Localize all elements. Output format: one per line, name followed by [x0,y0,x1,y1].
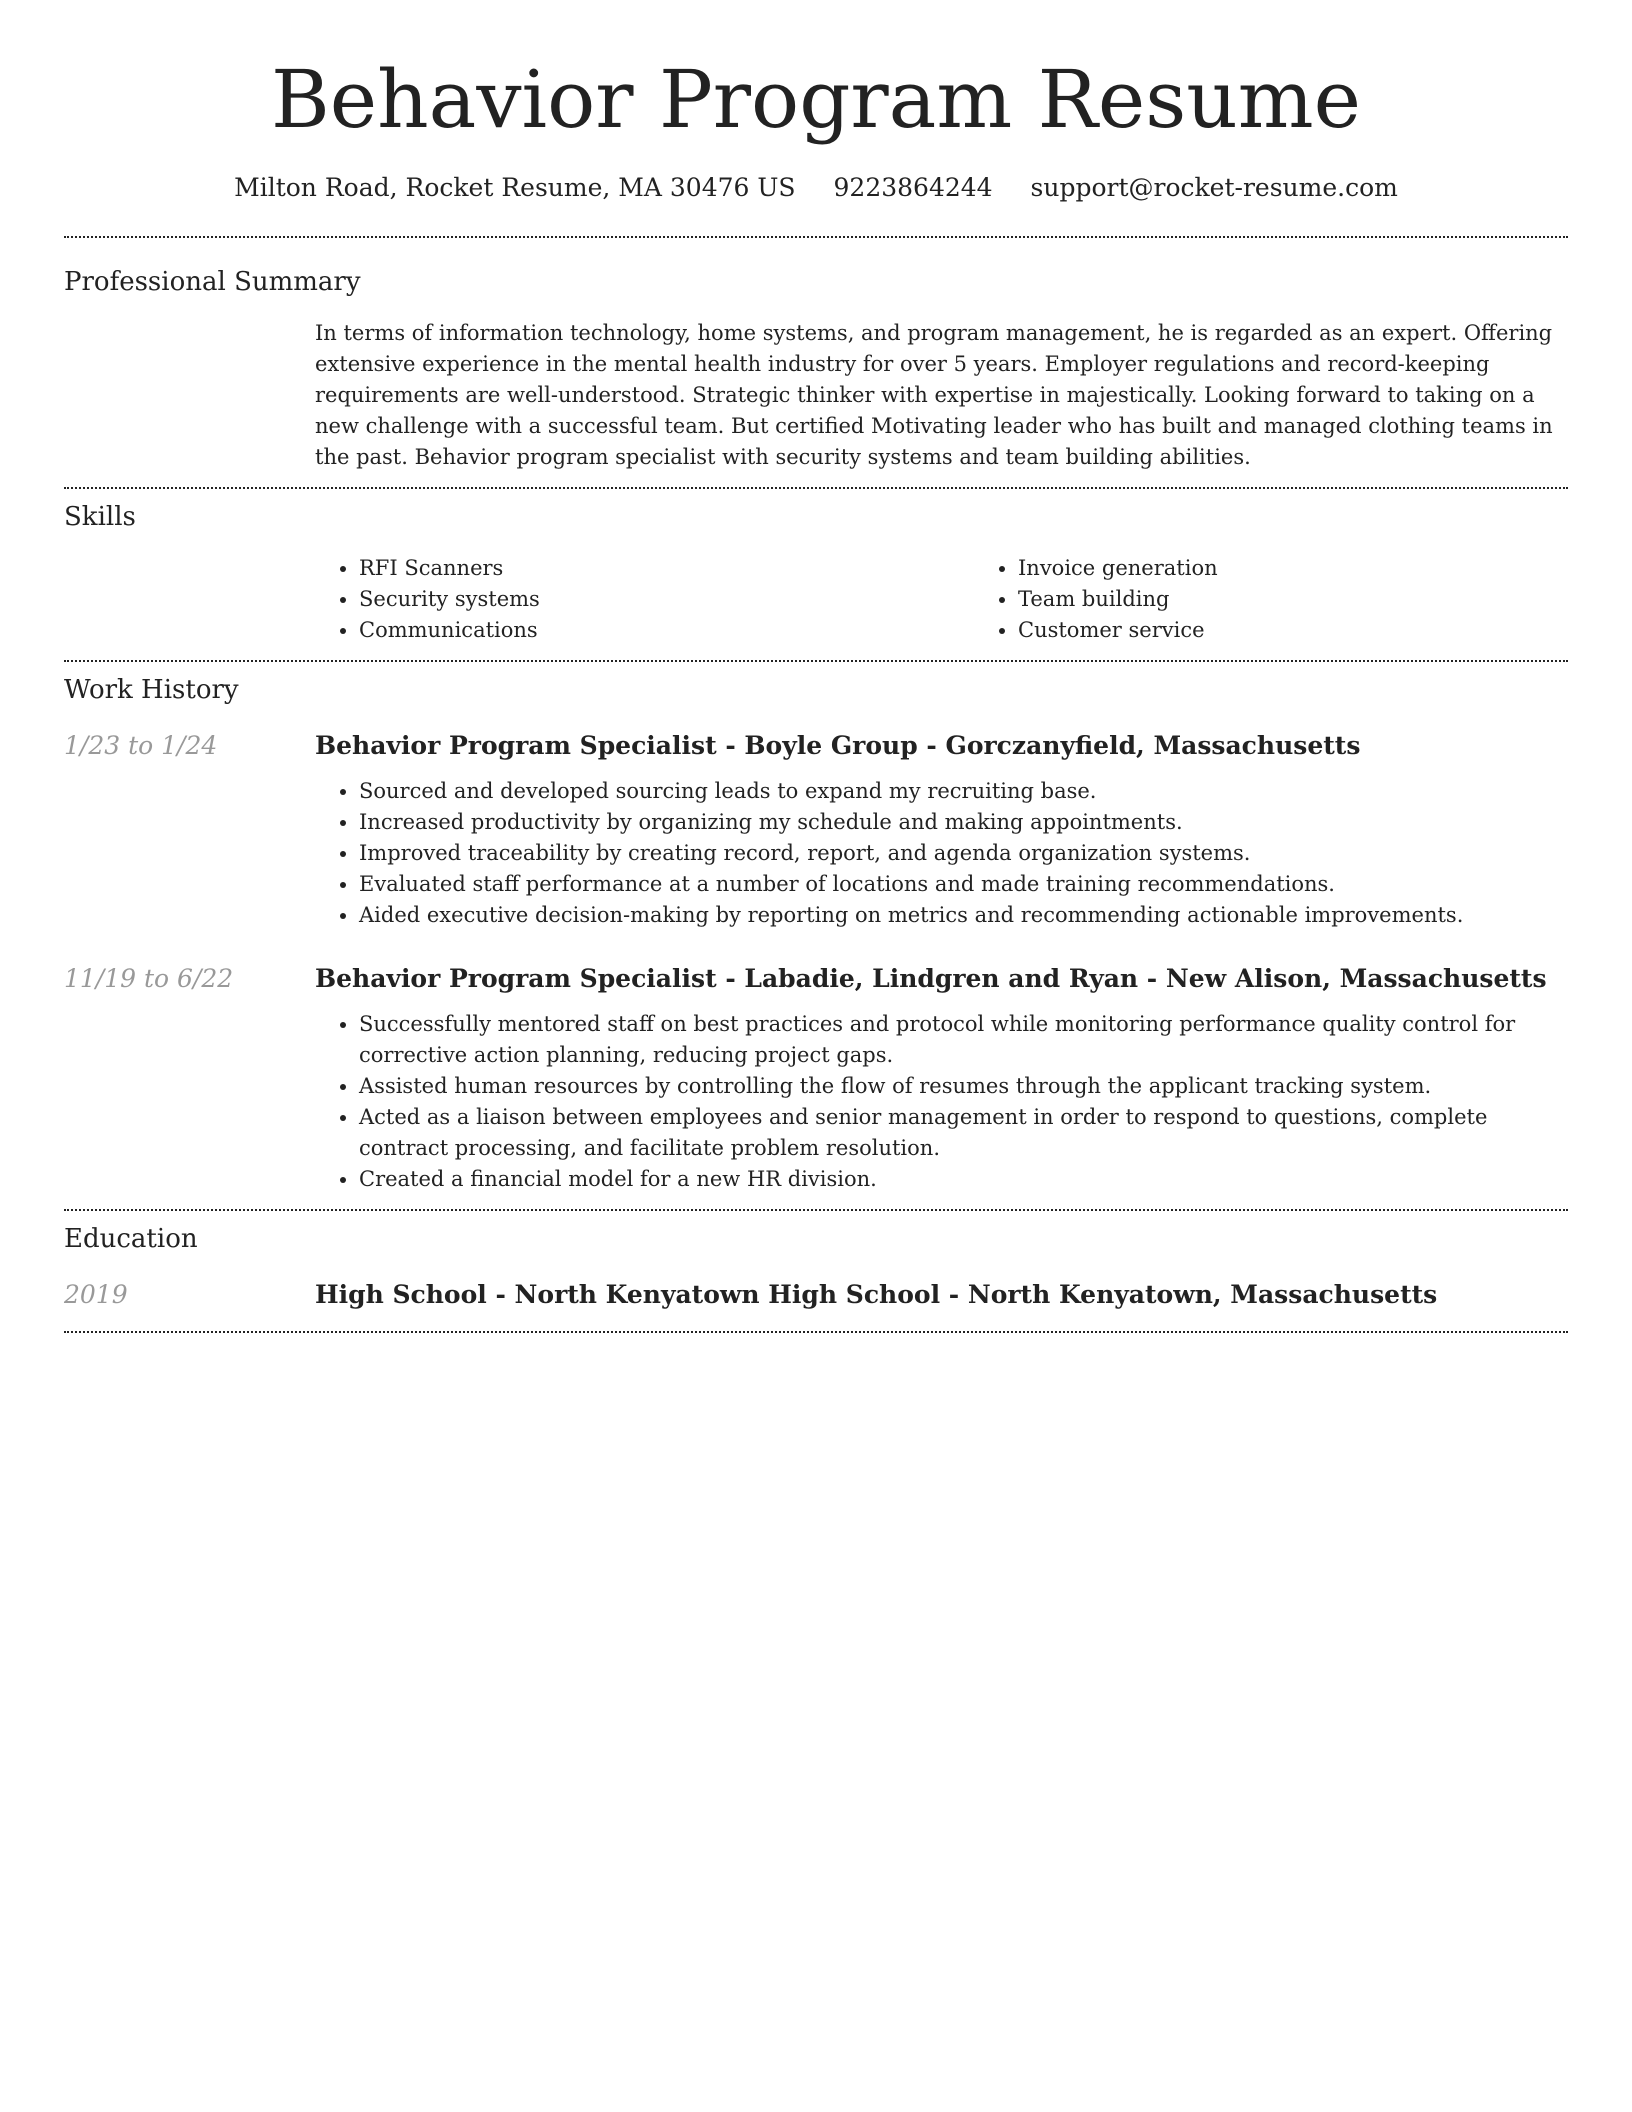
job-bullet: • Successfully mentored staff on best practices and protocol while monitoring performance quality control for corrective action planning, reducing project gaps. [359,1009,1568,1071]
education-title: Education [64,1224,198,1254]
education-heading: High School - North Kenyatown High School - North Kenyatown, Massachusetts [315,1280,1438,1309]
education-entry [64,1277,1568,1313]
skills-column-1 [315,553,974,646]
job-bullets [315,776,1568,931]
skill-item: • Team building [1018,584,1568,615]
summary-section [64,238,1568,487]
job-bullet: • Improved traceability by creating record, report, and agenda organization systems. [359,838,1568,869]
skill-item: • Invoice generation [1018,553,1568,584]
job-heading: Behavior Program Specialist - Labadie, Lindgren and Ryan - New Alison, Massachusetts [315,964,1547,993]
education-date: 2019 [64,1280,128,1309]
summary-text: In terms of information technology, home systems, and program management, he is regarded as an expert. Offering extensive experience in the mental health industry for over 5 years. Employer regulations and record-keeping requirements are well-understood. Strategic thinker with expertise in majestically. Looking forward to taking on a new challenge with a successful team. But certified Motivating leader who has built and managed clothing teams in the past. Behavior program specialist with security systems and team building abilities. [315,321,1553,469]
job-dates: 11/19 to 6/22 [64,964,234,993]
skill-item: • Customer service [1018,615,1568,646]
summary-title: Professional Summary [64,267,361,297]
job-bullets [315,1009,1568,1195]
skills-title: Skills [64,502,136,532]
candidate-name: Behavior Program Resume [271,53,1361,146]
job-dates: 1/23 to 1/24 [64,731,218,760]
job-bullet: • Created a financial model for a new HR division. [359,1164,1568,1195]
job-heading: Behavior Program Specialist - Boyle Group - Gorczanyfield, Massachusetts [315,731,1361,760]
contact-line [64,170,1568,206]
skill-item: • Security systems [359,584,974,615]
work-history-title: Work History [64,675,239,705]
contact-email: support@rocket-resume.com [1030,173,1398,202]
job-entry [64,961,1568,1195]
contact-phone: 9223864244 [833,173,993,202]
resume-header [64,0,1568,206]
job-bullet: • Increased productivity by organizing my schedule and making appointments. [359,807,1568,838]
education-section [64,1211,1568,1331]
job-bullet: • Evaluated staff performance at a number of locations and made training recommendations. [359,869,1568,900]
job-entry [64,728,1568,931]
job-bullet: • Aided executive decision-making by reporting on metrics and recommending actionable improvements. [359,900,1568,931]
job-bullet: • Sourced and developed sourcing leads to expand my recruiting base. [359,776,1568,807]
skills-column-2 [974,553,1568,646]
skill-item: • Communications [359,615,974,646]
divider [64,1331,1568,1333]
skills-grid [315,553,1568,646]
skills-section [64,489,1568,660]
work-history-section [64,662,1568,1209]
contact-address: Milton Road, Rocket Resume, MA 30476 US [234,173,796,202]
job-bullet: • Assisted human resources by controlling the flow of resumes through the applicant tracking system. [359,1071,1568,1102]
skill-item: • RFI Scanners [359,553,974,584]
job-bullet: • Acted as a liaison between employees and senior management in order to respond to questions, complete contract processing, and facilitate problem resolution. [359,1102,1568,1164]
